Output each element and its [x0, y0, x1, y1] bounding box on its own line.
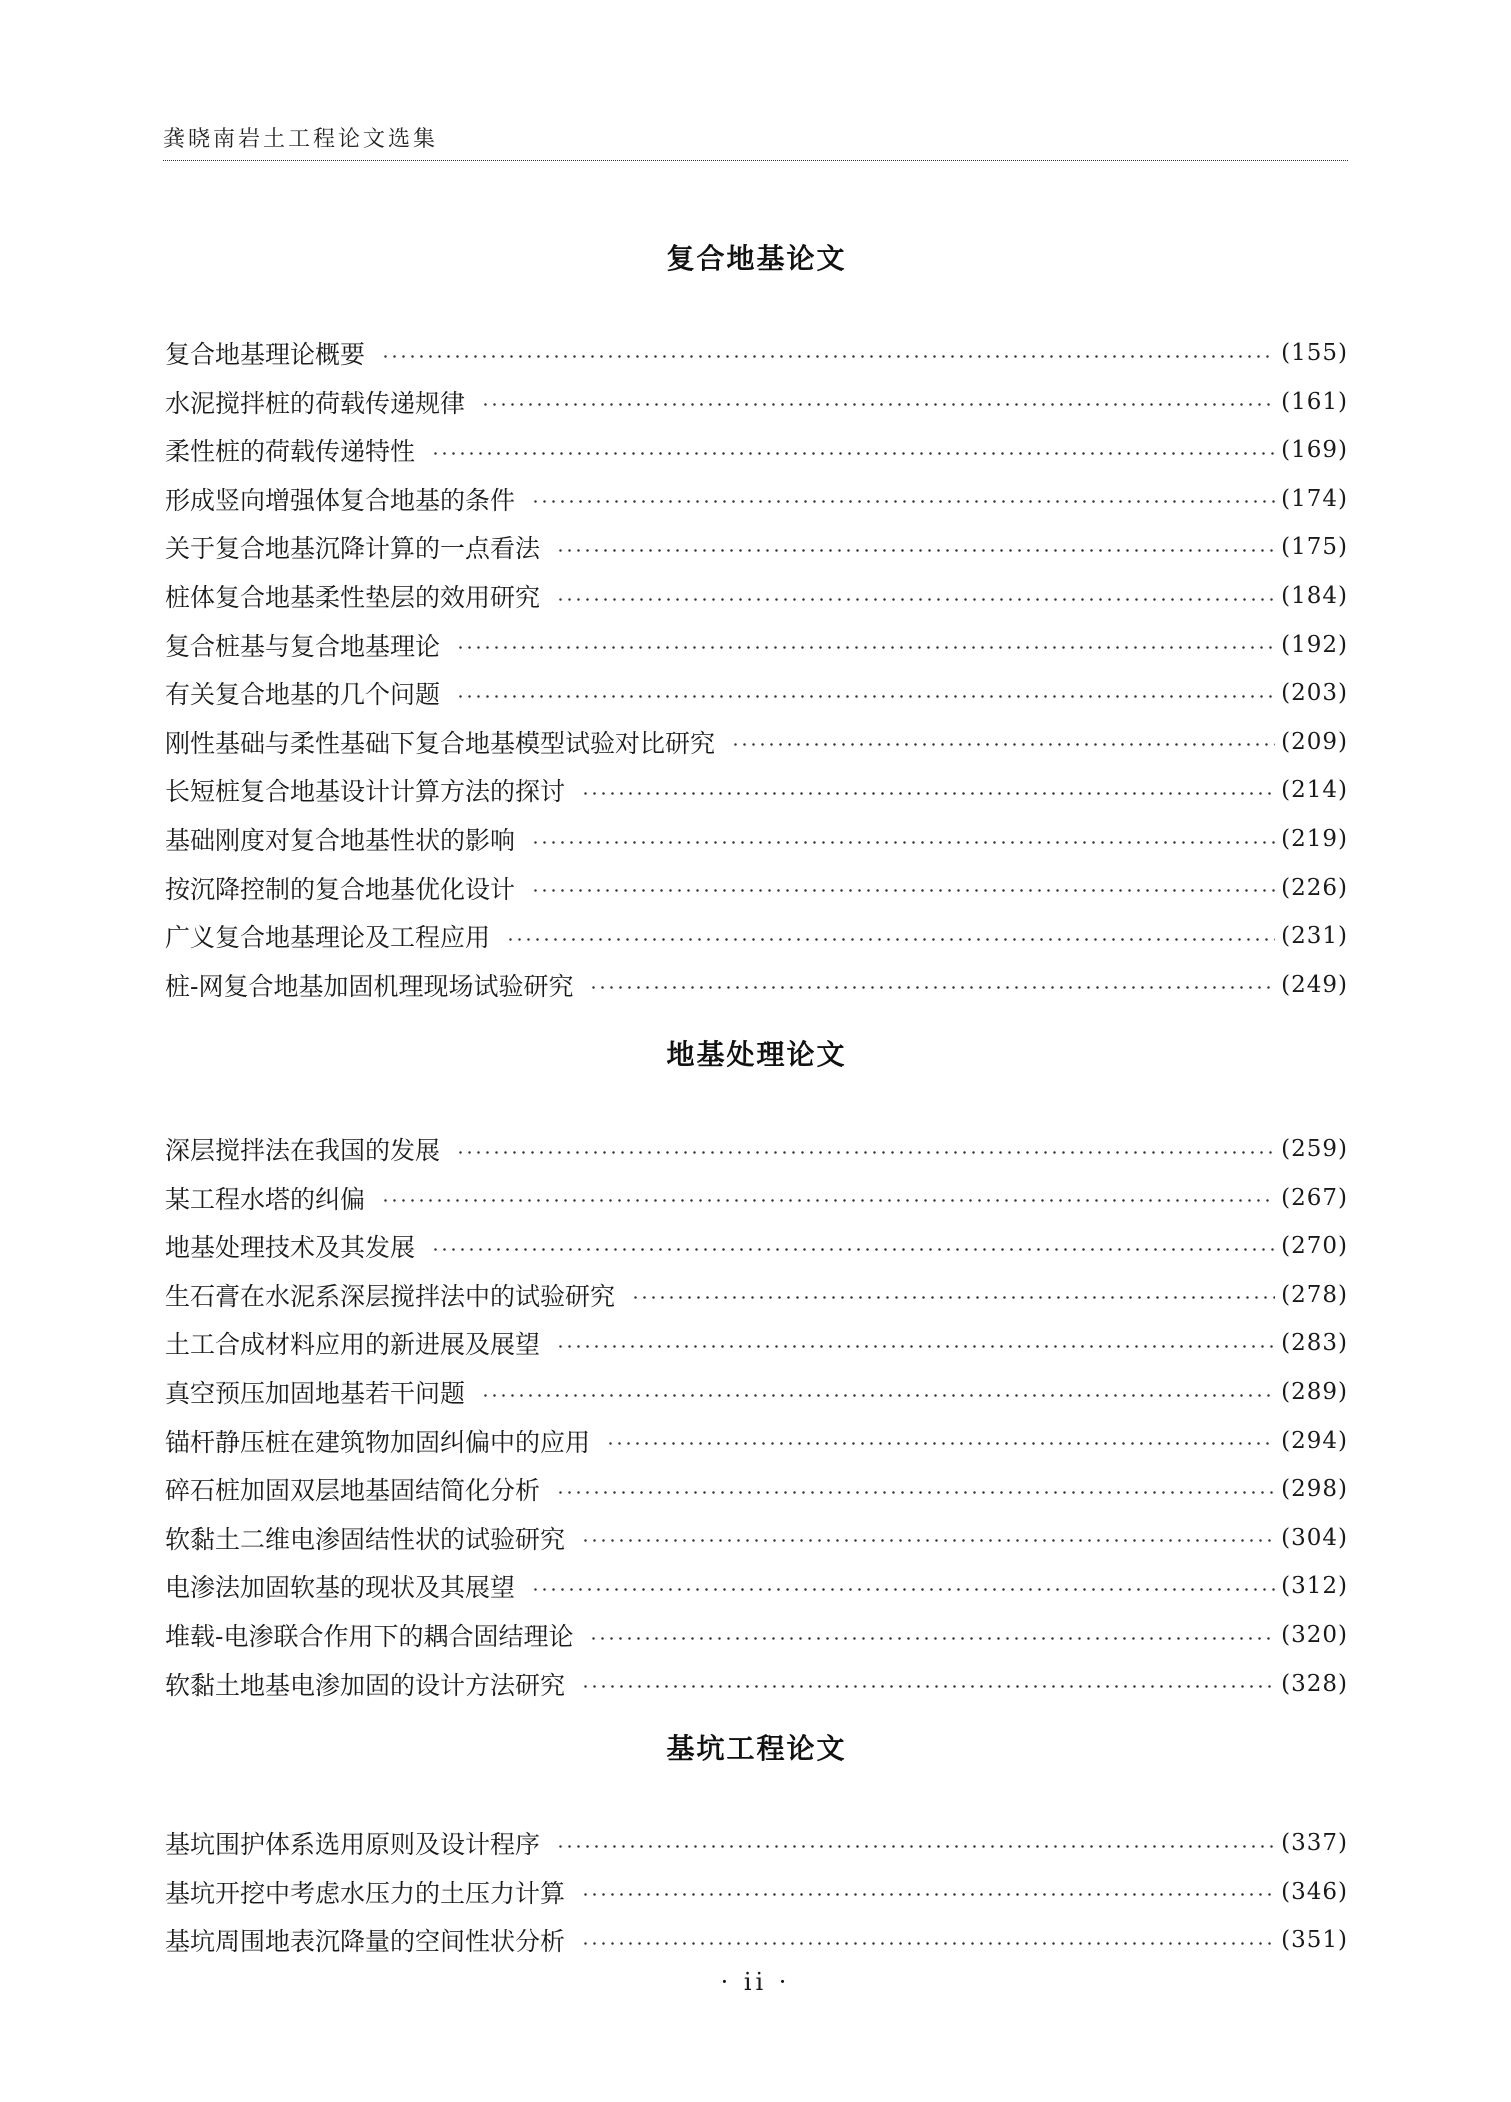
- toc-entry-title: 桩-网复合地基加固机理现场试验研究: [165, 971, 574, 1001]
- toc-entry-page: (155): [1281, 340, 1348, 366]
- toc-entry[interactable]: [165, 1660, 1348, 1708]
- toc-entry[interactable]: [165, 766, 1348, 814]
- toc-entry-title: 堆载-电渗联合作用下的耦合固结理论: [165, 1622, 574, 1651]
- running-header: 龚晓南岩土工程论文选集: [163, 127, 439, 152]
- toc-entry-title: 地基处理技术及其发展: [165, 1233, 416, 1263]
- toc-entry-page: (304): [1281, 1524, 1348, 1551]
- toc-entry-title: 柔性桩的荷载传递特性: [165, 437, 416, 467]
- dot-leader: [531, 500, 1275, 503]
- toc-entry[interactable]: [165, 1868, 1348, 1916]
- toc-entry-title: 长短桩复合地基设计计算方法的探讨: [165, 777, 566, 807]
- toc-entry[interactable]: [165, 1271, 1348, 1319]
- dot-leader: [481, 403, 1275, 406]
- toc-entry[interactable]: [165, 912, 1348, 960]
- toc-entry-title: 软黏土二维电渗固结性状的试验研究: [165, 1524, 566, 1554]
- toc-entry-title: 软黏土地基电渗加固的设计方法研究: [165, 1670, 566, 1700]
- toc-entry-page: (320): [1281, 1622, 1348, 1648]
- dot-leader: [381, 355, 1275, 358]
- toc-entry-title: 土工合成材料应用的新进展及展望: [165, 1330, 541, 1360]
- dot-leader: [456, 646, 1275, 649]
- toc-entry-title: 基坑周围地表沉降量的空间性状分析: [165, 1927, 566, 1957]
- toc-entry-page: (175): [1281, 534, 1348, 561]
- dot-leader: [531, 841, 1275, 844]
- dot-leader: [606, 1442, 1275, 1445]
- toc-entry-title: 真空预压加固地基若干问题: [165, 1379, 466, 1408]
- toc-entry-page: (259): [1281, 1136, 1348, 1162]
- dot-leader: [431, 452, 1275, 455]
- toc-entry[interactable]: [165, 378, 1348, 426]
- toc-entry[interactable]: [165, 1611, 1348, 1659]
- toc-entry[interactable]: [165, 815, 1348, 863]
- toc-entry-page: (337): [1281, 1830, 1348, 1856]
- toc-entry-title: 锚杆静压桩在建筑物加固纠偏中的应用: [165, 1427, 591, 1457]
- toc-entry-page: (192): [1281, 631, 1348, 658]
- toc-entry[interactable]: [165, 669, 1348, 717]
- toc-entry-title: 桩体复合地基柔性垫层的效用研究: [165, 583, 541, 612]
- section-title: 地基处理论文: [666, 1038, 847, 1071]
- toc-entry[interactable]: [165, 523, 1348, 571]
- toc-entry-page: (249): [1281, 971, 1348, 998]
- toc-entry[interactable]: [165, 961, 1348, 1009]
- toc-entry[interactable]: [165, 1368, 1348, 1416]
- toc-entry-title: 按沉降控制的复合地基优化设计: [165, 874, 516, 904]
- toc-entry-page: (226): [1281, 874, 1348, 901]
- section-title: 基坑工程论文: [666, 1732, 847, 1765]
- toc-entry-title: 水泥搅拌桩的荷载传递规律: [165, 388, 466, 418]
- header-rule: [163, 160, 1348, 161]
- toc-entry-page: (312): [1281, 1573, 1348, 1600]
- toc-entry[interactable]: [165, 475, 1348, 523]
- toc-entry[interactable]: [165, 572, 1348, 620]
- toc-entry-page: (231): [1281, 923, 1348, 950]
- toc-entry[interactable]: [165, 1125, 1348, 1173]
- toc-entry-page: (203): [1281, 680, 1348, 707]
- toc-entry-title: 形成竖向增强体复合地基的条件: [165, 485, 516, 515]
- dot-leader: [581, 1685, 1275, 1688]
- dot-leader: [556, 1345, 1275, 1348]
- toc-entry[interactable]: [165, 1819, 1348, 1867]
- dot-leader: [556, 1845, 1275, 1848]
- toc-entry-page: (298): [1281, 1476, 1348, 1503]
- dot-leader: [531, 1588, 1275, 1591]
- toc-entry[interactable]: [165, 1319, 1348, 1367]
- toc-entry[interactable]: [165, 1562, 1348, 1610]
- dot-leader: [481, 1394, 1275, 1397]
- dot-leader: [556, 549, 1275, 552]
- toc-entry[interactable]: [165, 1417, 1348, 1465]
- dot-leader: [731, 743, 1275, 746]
- toc-entry[interactable]: [165, 1222, 1348, 1270]
- toc-entry-page: (278): [1281, 1281, 1348, 1308]
- dot-leader: [589, 1637, 1275, 1640]
- toc-entry-title: 生石膏在水泥系深层搅拌法中的试验研究: [165, 1281, 616, 1311]
- toc-entry-title: 有关复合地基的几个问题: [165, 680, 441, 710]
- toc-entry-page: (219): [1281, 826, 1348, 852]
- toc-entry-title: 复合桩基与复合地基理论: [165, 631, 441, 661]
- toc-entry-page: (351): [1281, 1927, 1348, 1954]
- toc-entry-page: (184): [1281, 583, 1348, 609]
- toc-entry-title: 深层搅拌法在我国的发展: [165, 1136, 441, 1165]
- dot-leader: [581, 1893, 1275, 1896]
- toc-entry-page: (294): [1281, 1427, 1348, 1454]
- dot-leader: [456, 1151, 1275, 1154]
- toc-entry-title: 基坑围护体系选用原则及设计程序: [165, 1830, 541, 1859]
- dot-leader: [556, 598, 1275, 601]
- dot-leader: [581, 1942, 1275, 1945]
- dot-leader: [581, 1539, 1275, 1542]
- toc-entry[interactable]: [165, 329, 1348, 377]
- toc-entry-title: 某工程水塔的纠偏: [165, 1184, 366, 1214]
- toc-entry-page: (328): [1281, 1670, 1348, 1697]
- toc-entry-title: 关于复合地基沉降计算的一点看法: [165, 534, 541, 564]
- toc-entry-title: 广义复合地基理论及工程应用: [165, 923, 491, 953]
- page-number: · ii ·: [720, 1968, 791, 1996]
- toc-entry[interactable]: [165, 621, 1348, 669]
- toc-entry-page: (214): [1281, 777, 1348, 804]
- toc-entry-page: (289): [1281, 1379, 1348, 1405]
- dot-leader: [581, 792, 1275, 795]
- toc-entry-title: 碎石桩加固双层地基固结简化分析: [165, 1476, 541, 1506]
- toc-entry-page: (283): [1281, 1330, 1348, 1357]
- toc-entry[interactable]: [165, 864, 1348, 912]
- toc-entry-page: (346): [1281, 1878, 1348, 1905]
- section-title: 复合地基论文: [666, 242, 847, 275]
- toc-entry-title: 刚性基础与柔性基础下复合地基模型试验对比研究: [165, 728, 716, 758]
- toc-entry-page: (209): [1281, 728, 1348, 755]
- toc-entry-title: 基础刚度对复合地基性状的影响: [165, 826, 516, 855]
- dot-leader: [431, 1248, 1275, 1251]
- toc-entry-title: 电渗法加固软基的现状及其展望: [165, 1573, 516, 1603]
- toc-entry-page: (267): [1281, 1184, 1348, 1211]
- toc-entry-page: (174): [1281, 485, 1348, 512]
- toc-entry-page: (270): [1281, 1233, 1348, 1260]
- dot-leader: [381, 1199, 1275, 1202]
- toc-entry[interactable]: [165, 1465, 1348, 1513]
- toc-entry[interactable]: [165, 1916, 1348, 1964]
- toc-entry-title: 基坑开挖中考虑水压力的土压力计算: [165, 1878, 566, 1908]
- toc-entry[interactable]: [165, 718, 1348, 766]
- toc-entry-page: (169): [1281, 437, 1348, 464]
- dot-leader: [531, 889, 1275, 892]
- dot-leader: [556, 1491, 1275, 1494]
- toc-entry-page: (161): [1281, 388, 1348, 415]
- dot-leader: [631, 1296, 1275, 1299]
- dot-leader: [506, 938, 1275, 941]
- toc-entry[interactable]: [165, 1174, 1348, 1222]
- toc-entry[interactable]: [165, 426, 1348, 474]
- toc-entry[interactable]: [165, 1514, 1348, 1562]
- dot-leader: [456, 695, 1275, 698]
- dot-leader: [589, 986, 1275, 989]
- toc-entry-title: 复合地基理论概要: [165, 340, 366, 369]
